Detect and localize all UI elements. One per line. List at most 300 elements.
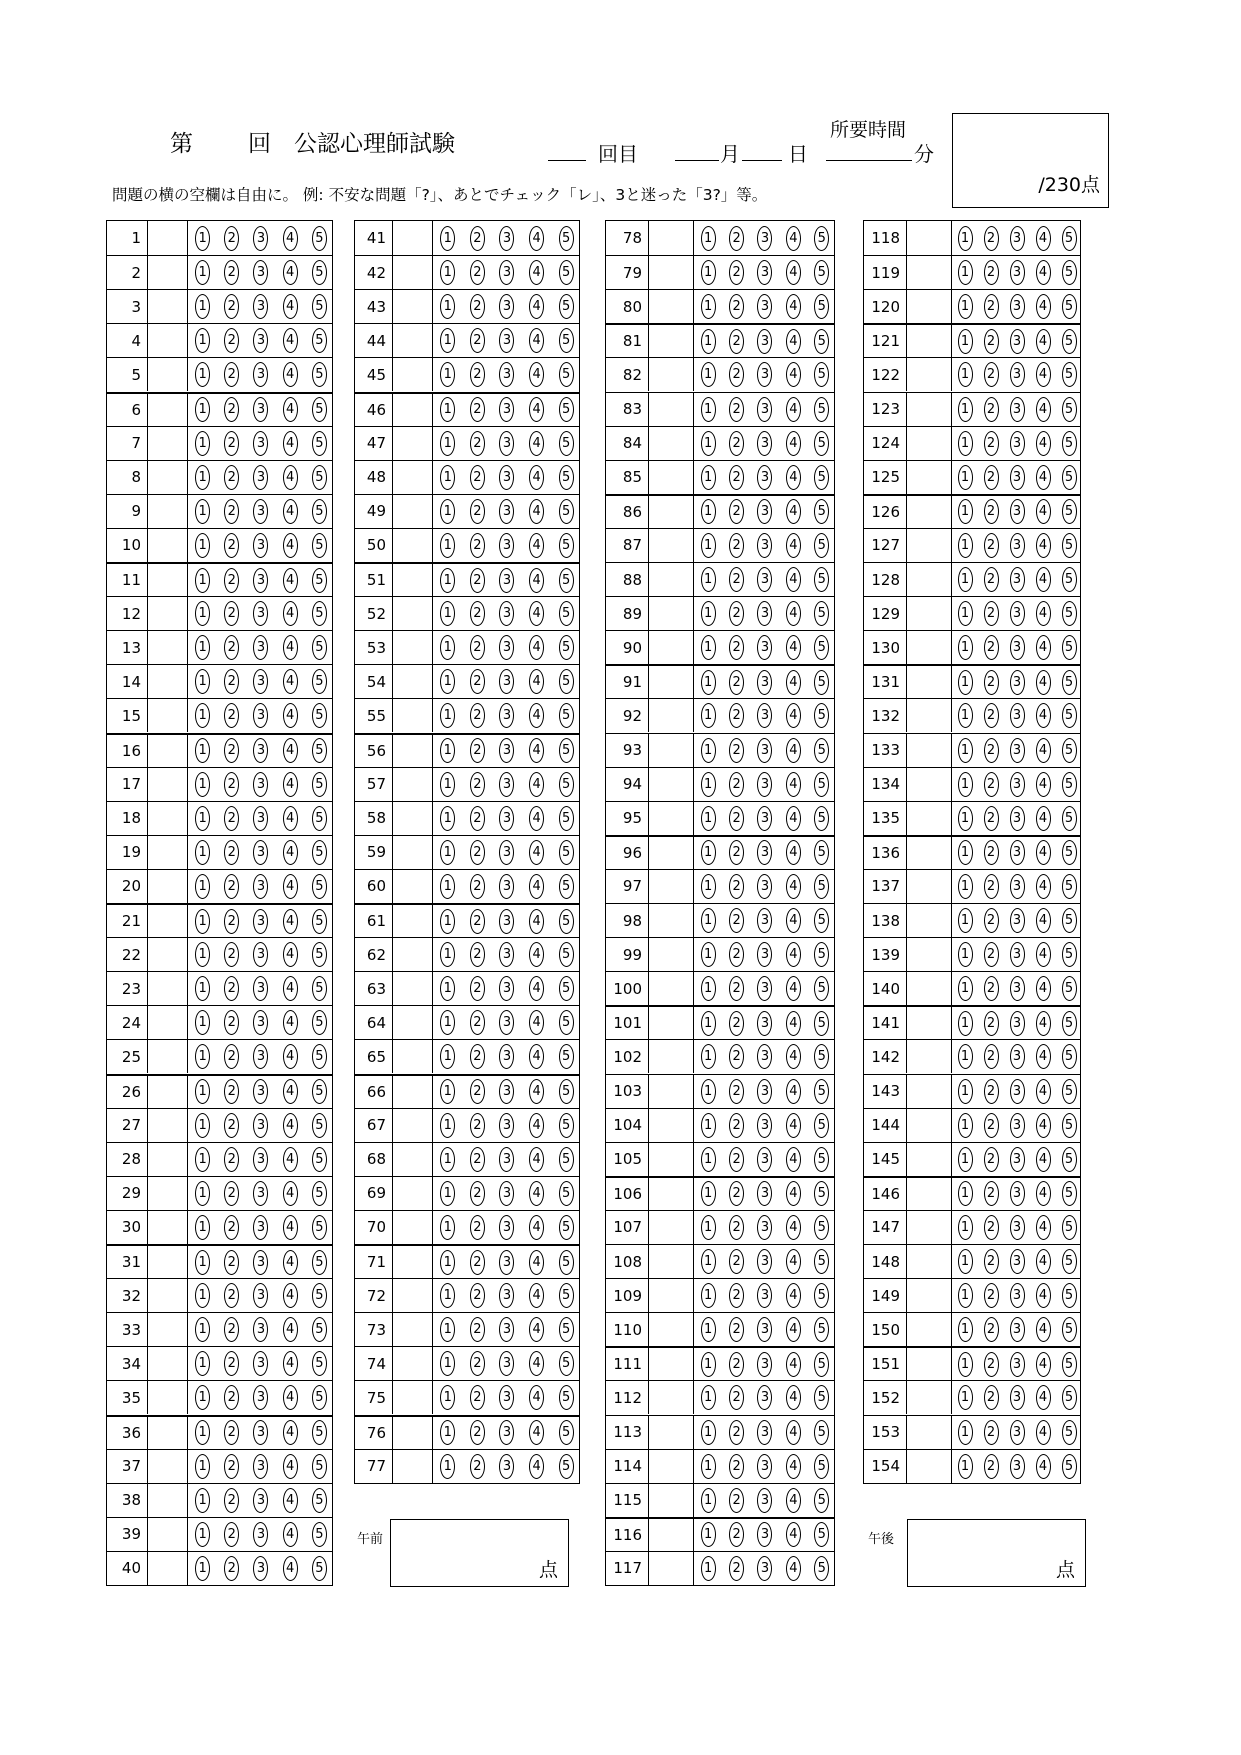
answer-bubble[interactable]: 3 (499, 1010, 514, 1035)
answer-bubble[interactable]: 5 (1062, 260, 1077, 285)
answer-bubble[interactable]: 1 (701, 874, 716, 899)
answer-bubble[interactable]: 1 (701, 226, 716, 251)
memo-cell[interactable] (907, 870, 952, 903)
answer-bubble[interactable]: 3 (253, 260, 268, 285)
answer-bubble[interactable]: 1 (958, 1249, 973, 1274)
answer-bubble[interactable]: 3 (757, 397, 772, 422)
answer-bubble[interactable]: 5 (312, 942, 327, 967)
answer-bubble[interactable]: 3 (253, 1454, 268, 1479)
answer-bubble[interactable]: 5 (1062, 567, 1077, 592)
memo-cell[interactable] (649, 597, 694, 630)
answer-bubble[interactable]: 5 (1062, 499, 1077, 524)
answer-bubble[interactable]: 2 (224, 738, 239, 763)
answer-bubble[interactable]: 4 (283, 772, 298, 797)
answer-bubble[interactable]: 3 (499, 874, 514, 899)
memo-cell[interactable] (907, 972, 952, 1005)
answer-bubble[interactable]: 5 (1062, 465, 1077, 490)
answer-bubble[interactable]: 1 (195, 1113, 210, 1138)
answer-bubble[interactable]: 3 (757, 874, 772, 899)
answer-bubble[interactable]: 1 (195, 874, 210, 899)
answer-bubble[interactable]: 5 (559, 226, 574, 251)
memo-cell[interactable] (148, 735, 188, 767)
answer-bubble[interactable]: 4 (529, 1420, 544, 1445)
answer-bubble[interactable]: 2 (224, 909, 239, 934)
answer-bubble[interactable]: 4 (1036, 1249, 1051, 1274)
answer-bubble[interactable]: 2 (984, 1079, 999, 1104)
memo-cell[interactable] (649, 427, 694, 460)
memo-cell[interactable] (907, 699, 952, 732)
answer-bubble[interactable]: 2 (729, 1249, 744, 1274)
answer-bubble[interactable]: 1 (440, 976, 455, 1001)
answer-bubble[interactable]: 4 (529, 533, 544, 558)
memo-cell[interactable] (393, 836, 433, 869)
answer-bubble[interactable]: 2 (984, 1420, 999, 1445)
answer-bubble[interactable]: 4 (529, 1385, 544, 1410)
answer-bubble[interactable]: 1 (440, 1385, 455, 1410)
answer-bubble[interactable]: 1 (440, 1215, 455, 1240)
answer-bubble[interactable]: 1 (195, 635, 210, 660)
memo-cell[interactable] (148, 597, 188, 630)
answer-bubble[interactable]: 1 (440, 260, 455, 285)
answer-bubble[interactable]: 1 (195, 1317, 210, 1342)
answer-bubble[interactable]: 4 (1036, 738, 1051, 763)
memo-cell[interactable] (148, 665, 188, 698)
answer-bubble[interactable]: 3 (253, 568, 268, 593)
answer-bubble[interactable]: 1 (958, 1385, 973, 1410)
memo-cell[interactable] (649, 666, 694, 698)
answer-bubble[interactable]: 2 (729, 1011, 744, 1036)
answer-bubble[interactable]: 5 (1062, 329, 1077, 354)
answer-bubble[interactable]: 3 (499, 1283, 514, 1308)
answer-bubble[interactable]: 4 (1036, 1113, 1051, 1138)
answer-bubble[interactable]: 5 (814, 533, 829, 558)
answer-bubble[interactable]: 1 (701, 1079, 716, 1104)
answer-bubble[interactable]: 4 (1036, 1181, 1051, 1206)
answer-bubble[interactable]: 5 (312, 669, 327, 694)
answer-bubble[interactable]: 2 (984, 908, 999, 933)
answer-bubble[interactable]: 2 (470, 465, 485, 490)
answer-bubble[interactable]: 1 (958, 1215, 973, 1240)
answer-bubble[interactable]: 3 (253, 1250, 268, 1275)
answer-bubble[interactable]: 4 (283, 1215, 298, 1240)
answer-bubble[interactable]: 1 (440, 226, 455, 251)
answer-bubble[interactable]: 4 (1036, 1420, 1051, 1445)
answer-bubble[interactable]: 5 (559, 601, 574, 626)
answer-bubble[interactable]: 1 (195, 1351, 210, 1376)
answer-bubble[interactable]: 5 (1062, 908, 1077, 933)
answer-bubble[interactable]: 5 (814, 226, 829, 251)
answer-bubble[interactable]: 5 (1062, 635, 1077, 660)
answer-bubble[interactable]: 4 (283, 328, 298, 353)
answer-bubble[interactable]: 5 (559, 703, 574, 728)
answer-bubble[interactable]: 2 (729, 567, 744, 592)
answer-bubble[interactable]: 3 (757, 976, 772, 1001)
answer-bubble[interactable]: 1 (958, 1044, 973, 1069)
memo-cell[interactable] (907, 1040, 952, 1073)
memo-cell[interactable] (148, 972, 188, 1005)
answer-bubble[interactable]: 2 (984, 329, 999, 354)
answer-bubble[interactable]: 3 (1010, 1352, 1025, 1377)
answer-bubble[interactable]: 2 (984, 465, 999, 490)
answer-bubble[interactable]: 3 (499, 362, 514, 387)
answer-bubble[interactable]: 4 (529, 1215, 544, 1240)
answer-bubble[interactable]: 2 (729, 1044, 744, 1069)
answer-bubble[interactable]: 4 (529, 909, 544, 934)
answer-bubble[interactable]: 5 (559, 294, 574, 319)
answer-bubble[interactable]: 5 (559, 431, 574, 456)
answer-bubble[interactable]: 1 (195, 772, 210, 797)
answer-bubble[interactable]: 5 (1062, 397, 1077, 422)
answer-bubble[interactable]: 1 (958, 465, 973, 490)
answer-bubble[interactable]: 2 (729, 533, 744, 558)
answer-bubble[interactable]: 1 (440, 1283, 455, 1308)
memo-cell[interactable] (907, 563, 952, 596)
answer-bubble[interactable]: 1 (440, 601, 455, 626)
answer-bubble[interactable]: 4 (283, 1351, 298, 1376)
memo-cell[interactable] (907, 631, 952, 664)
answer-bubble[interactable]: 2 (729, 465, 744, 490)
answer-bubble[interactable]: 3 (499, 738, 514, 763)
day-blank[interactable] (742, 160, 782, 161)
answer-bubble[interactable]: 4 (529, 1010, 544, 1035)
answer-bubble[interactable]: 3 (253, 362, 268, 387)
answer-bubble[interactable]: 5 (312, 362, 327, 387)
memo-cell[interactable] (148, 529, 188, 562)
answer-bubble[interactable]: 1 (195, 328, 210, 353)
answer-bubble[interactable]: 2 (984, 1317, 999, 1342)
answer-bubble[interactable]: 4 (786, 431, 801, 456)
memo-cell[interactable] (649, 1450, 694, 1483)
answer-bubble[interactable]: 3 (499, 1420, 514, 1445)
answer-bubble[interactable]: 5 (1062, 1113, 1077, 1138)
answer-bubble[interactable]: 2 (984, 1147, 999, 1172)
answer-bubble[interactable]: 2 (729, 1079, 744, 1104)
answer-bubble[interactable]: 5 (1062, 1352, 1077, 1377)
answer-bubble[interactable]: 3 (1010, 1317, 1025, 1342)
answer-bubble[interactable]: 1 (195, 1283, 210, 1308)
answer-bubble[interactable]: 1 (195, 1181, 210, 1206)
answer-bubble[interactable]: 1 (958, 1181, 973, 1206)
answer-bubble[interactable]: 4 (786, 1317, 801, 1342)
answer-bubble[interactable]: 4 (283, 431, 298, 456)
answer-bubble[interactable]: 2 (224, 1351, 239, 1376)
answer-bubble[interactable]: 4 (786, 1079, 801, 1104)
answer-bubble[interactable]: 4 (786, 465, 801, 490)
answer-bubble[interactable]: 4 (283, 669, 298, 694)
answer-bubble[interactable]: 2 (224, 1454, 239, 1479)
answer-bubble[interactable]: 5 (559, 568, 574, 593)
answer-bubble[interactable]: 5 (814, 635, 829, 660)
answer-bubble[interactable]: 4 (283, 1317, 298, 1342)
answer-bubble[interactable]: 2 (224, 942, 239, 967)
answer-bubble[interactable]: 5 (1062, 294, 1077, 319)
memo-cell[interactable] (649, 529, 694, 562)
memo-cell[interactable] (148, 1518, 188, 1551)
answer-bubble[interactable]: 2 (729, 772, 744, 797)
answer-bubble[interactable]: 3 (253, 874, 268, 899)
answer-bubble[interactable]: 1 (701, 1283, 716, 1308)
answer-bubble[interactable]: 2 (224, 226, 239, 251)
memo-cell[interactable] (148, 394, 188, 426)
answer-bubble[interactable]: 2 (729, 1420, 744, 1445)
answer-bubble[interactable]: 3 (253, 328, 268, 353)
answer-bubble[interactable]: 5 (814, 1522, 829, 1547)
answer-bubble[interactable]: 5 (312, 1181, 327, 1206)
answer-bubble[interactable]: 2 (470, 1317, 485, 1342)
answer-bubble[interactable]: 2 (470, 806, 485, 831)
answer-bubble[interactable]: 3 (499, 1317, 514, 1342)
answer-bubble[interactable]: 3 (757, 465, 772, 490)
answer-bubble[interactable]: 2 (224, 1283, 239, 1308)
answer-bubble[interactable]: 3 (757, 362, 772, 387)
answer-bubble[interactable]: 4 (529, 1181, 544, 1206)
answer-bubble[interactable]: 4 (529, 1113, 544, 1138)
memo-cell[interactable] (148, 1109, 188, 1142)
memo-cell[interactable] (148, 1417, 188, 1449)
memo-cell[interactable] (393, 768, 433, 801)
answer-bubble[interactable]: 3 (253, 1522, 268, 1547)
answer-bubble[interactable]: 1 (440, 1113, 455, 1138)
answer-bubble[interactable]: 1 (195, 1556, 210, 1581)
answer-bubble[interactable]: 3 (253, 738, 268, 763)
answer-bubble[interactable]: 1 (701, 1044, 716, 1069)
answer-bubble[interactable]: 2 (224, 294, 239, 319)
answer-bubble[interactable]: 3 (499, 635, 514, 660)
answer-bubble[interactable]: 2 (984, 670, 999, 695)
answer-bubble[interactable]: 5 (814, 976, 829, 1001)
answer-bubble[interactable]: 4 (786, 1352, 801, 1377)
memo-cell[interactable] (393, 1450, 433, 1483)
answer-bubble[interactable]: 3 (757, 1488, 772, 1513)
memo-cell[interactable] (393, 735, 433, 767)
memo-cell[interactable] (393, 394, 433, 426)
answer-bubble[interactable]: 5 (559, 362, 574, 387)
answer-bubble[interactable]: 3 (757, 1385, 772, 1410)
answer-bubble[interactable]: 4 (283, 1420, 298, 1445)
answer-bubble[interactable]: 2 (984, 1181, 999, 1206)
answer-bubble[interactable]: 1 (958, 1079, 973, 1104)
answer-bubble[interactable]: 2 (224, 533, 239, 558)
answer-bubble[interactable]: 2 (470, 1283, 485, 1308)
memo-cell[interactable] (148, 802, 188, 835)
answer-bubble[interactable]: 5 (814, 1420, 829, 1445)
answer-bubble[interactable]: 5 (1062, 772, 1077, 797)
memo-cell[interactable] (148, 1177, 188, 1210)
answer-bubble[interactable]: 3 (757, 1044, 772, 1069)
answer-bubble[interactable]: 2 (224, 806, 239, 831)
answer-bubble[interactable]: 1 (195, 499, 210, 524)
answer-bubble[interactable]: 4 (283, 1454, 298, 1479)
answer-bubble[interactable]: 3 (1010, 670, 1025, 695)
answer-bubble[interactable]: 5 (814, 499, 829, 524)
memo-cell[interactable] (393, 802, 433, 835)
answer-bubble[interactable]: 2 (470, 1113, 485, 1138)
answer-bubble[interactable]: 4 (786, 260, 801, 285)
answer-bubble[interactable]: 1 (701, 670, 716, 695)
answer-bubble[interactable]: 4 (786, 533, 801, 558)
answer-bubble[interactable]: 2 (984, 874, 999, 899)
answer-bubble[interactable]: 5 (1062, 1147, 1077, 1172)
memo-cell[interactable] (649, 1007, 694, 1039)
answer-bubble[interactable]: 4 (786, 226, 801, 251)
answer-bubble[interactable]: 1 (440, 703, 455, 728)
memo-cell[interactable] (148, 1006, 188, 1039)
answer-bubble[interactable]: 2 (984, 1385, 999, 1410)
answer-bubble[interactable]: 4 (1036, 1352, 1051, 1377)
memo-cell[interactable] (907, 1109, 952, 1142)
answer-bubble[interactable]: 5 (312, 1351, 327, 1376)
answer-bubble[interactable]: 2 (470, 397, 485, 422)
answer-bubble[interactable]: 5 (312, 1420, 327, 1445)
answer-bubble[interactable]: 3 (757, 1352, 772, 1377)
answer-bubble[interactable]: 3 (757, 738, 772, 763)
answer-bubble[interactable]: 4 (529, 1044, 544, 1069)
answer-bubble[interactable]: 5 (559, 260, 574, 285)
answer-bubble[interactable]: 2 (729, 1215, 744, 1240)
answer-bubble[interactable]: 5 (559, 1215, 574, 1240)
answer-bubble[interactable]: 3 (253, 1010, 268, 1035)
answer-bubble[interactable]: 4 (786, 806, 801, 831)
answer-bubble[interactable]: 3 (499, 806, 514, 831)
answer-bubble[interactable]: 4 (529, 465, 544, 490)
answer-bubble[interactable]: 5 (814, 670, 829, 695)
answer-bubble[interactable]: 5 (1062, 840, 1077, 865)
answer-bubble[interactable]: 1 (958, 703, 973, 728)
answer-bubble[interactable]: 5 (1062, 1011, 1077, 1036)
answer-bubble[interactable]: 2 (470, 226, 485, 251)
answer-bubble[interactable]: 1 (195, 1079, 210, 1104)
answer-bubble[interactable]: 5 (312, 431, 327, 456)
memo-cell[interactable] (649, 393, 694, 426)
answer-bubble[interactable]: 2 (984, 738, 999, 763)
answer-bubble[interactable]: 2 (729, 670, 744, 695)
answer-bubble[interactable]: 4 (1036, 362, 1051, 387)
time-blank[interactable] (826, 160, 912, 161)
answer-bubble[interactable]: 2 (470, 260, 485, 285)
answer-bubble[interactable]: 1 (440, 1420, 455, 1445)
answer-bubble[interactable]: 2 (470, 909, 485, 934)
answer-bubble[interactable]: 1 (440, 1250, 455, 1275)
answer-bubble[interactable]: 2 (729, 738, 744, 763)
answer-bubble[interactable]: 5 (814, 1044, 829, 1069)
answer-bubble[interactable]: 4 (786, 1147, 801, 1172)
answer-bubble[interactable]: 1 (958, 942, 973, 967)
answer-bubble[interactable]: 4 (1036, 431, 1051, 456)
answer-bubble[interactable]: 4 (283, 1113, 298, 1138)
answer-bubble[interactable]: 2 (729, 806, 744, 831)
memo-cell[interactable] (907, 1348, 952, 1380)
answer-bubble[interactable]: 3 (757, 1249, 772, 1274)
answer-bubble[interactable]: 5 (312, 1522, 327, 1547)
memo-cell[interactable] (393, 358, 433, 391)
memo-cell[interactable] (393, 564, 433, 596)
answer-bubble[interactable]: 5 (814, 1147, 829, 1172)
answer-bubble[interactable]: 1 (701, 635, 716, 660)
answer-bubble[interactable]: 3 (1010, 226, 1025, 251)
answer-bubble[interactable]: 3 (499, 294, 514, 319)
answer-bubble[interactable]: 4 (1036, 772, 1051, 797)
answer-bubble[interactable]: 1 (440, 806, 455, 831)
answer-bubble[interactable]: 2 (470, 1215, 485, 1240)
answer-bubble[interactable]: 4 (1036, 1385, 1051, 1410)
answer-bubble[interactable]: 1 (195, 1010, 210, 1035)
answer-bubble[interactable]: 2 (224, 874, 239, 899)
answer-bubble[interactable]: 5 (814, 703, 829, 728)
answer-bubble[interactable]: 1 (195, 1147, 210, 1172)
memo-cell[interactable] (907, 1075, 952, 1108)
answer-bubble[interactable]: 4 (529, 499, 544, 524)
answer-bubble[interactable]: 3 (253, 909, 268, 934)
answer-bubble[interactable]: 3 (757, 908, 772, 933)
answer-bubble[interactable]: 3 (253, 499, 268, 524)
answer-bubble[interactable]: 2 (470, 1385, 485, 1410)
answer-bubble[interactable]: 4 (283, 1385, 298, 1410)
answer-bubble[interactable]: 5 (312, 226, 327, 251)
answer-bubble[interactable]: 2 (470, 1147, 485, 1172)
memo-cell[interactable] (907, 1211, 952, 1244)
answer-bubble[interactable]: 2 (984, 431, 999, 456)
memo-cell[interactable] (907, 734, 952, 767)
answer-bubble[interactable]: 4 (529, 328, 544, 353)
answer-bubble[interactable]: 5 (559, 1420, 574, 1445)
answer-bubble[interactable]: 4 (283, 942, 298, 967)
answer-bubble[interactable]: 1 (440, 1454, 455, 1479)
memo-cell[interactable] (393, 1143, 433, 1176)
memo-cell[interactable] (393, 1076, 433, 1108)
answer-bubble[interactable]: 3 (757, 1420, 772, 1445)
answer-bubble[interactable]: 3 (1010, 874, 1025, 899)
answer-bubble[interactable]: 3 (499, 533, 514, 558)
answer-bubble[interactable]: 2 (984, 499, 999, 524)
memo-cell[interactable] (148, 461, 188, 494)
memo-cell[interactable] (907, 597, 952, 630)
answer-bubble[interactable]: 1 (195, 465, 210, 490)
answer-bubble[interactable]: 3 (757, 431, 772, 456)
answer-bubble[interactable]: 2 (984, 397, 999, 422)
answer-bubble[interactable]: 1 (958, 1420, 973, 1445)
answer-bubble[interactable]: 5 (312, 874, 327, 899)
answer-bubble[interactable]: 5 (312, 499, 327, 524)
answer-bubble[interactable]: 2 (729, 1454, 744, 1479)
answer-bubble[interactable]: 4 (1036, 806, 1051, 831)
memo-cell[interactable] (649, 1381, 694, 1414)
answer-bubble[interactable]: 2 (729, 431, 744, 456)
memo-cell[interactable] (148, 768, 188, 801)
answer-bubble[interactable]: 1 (440, 499, 455, 524)
answer-bubble[interactable]: 3 (253, 669, 268, 694)
answer-bubble[interactable]: 2 (984, 226, 999, 251)
answer-bubble[interactable]: 5 (1062, 670, 1077, 695)
answer-bubble[interactable]: 4 (283, 1181, 298, 1206)
answer-bubble[interactable]: 2 (984, 1249, 999, 1274)
answer-bubble[interactable]: 1 (701, 329, 716, 354)
answer-bubble[interactable]: 5 (814, 942, 829, 967)
answer-bubble[interactable]: 3 (757, 567, 772, 592)
answer-bubble[interactable]: 2 (984, 1215, 999, 1240)
answer-bubble[interactable]: 2 (470, 1079, 485, 1104)
answer-bubble[interactable]: 1 (701, 1249, 716, 1274)
answer-bubble[interactable]: 1 (701, 1113, 716, 1138)
answer-bubble[interactable]: 2 (224, 1522, 239, 1547)
memo-cell[interactable] (907, 1450, 952, 1483)
answer-bubble[interactable]: 4 (786, 362, 801, 387)
answer-bubble[interactable]: 1 (440, 1317, 455, 1342)
answer-bubble[interactable]: 4 (283, 703, 298, 728)
memo-cell[interactable] (393, 1177, 433, 1210)
answer-bubble[interactable]: 1 (195, 1215, 210, 1240)
answer-bubble[interactable]: 2 (224, 1113, 239, 1138)
memo-cell[interactable] (393, 1211, 433, 1244)
